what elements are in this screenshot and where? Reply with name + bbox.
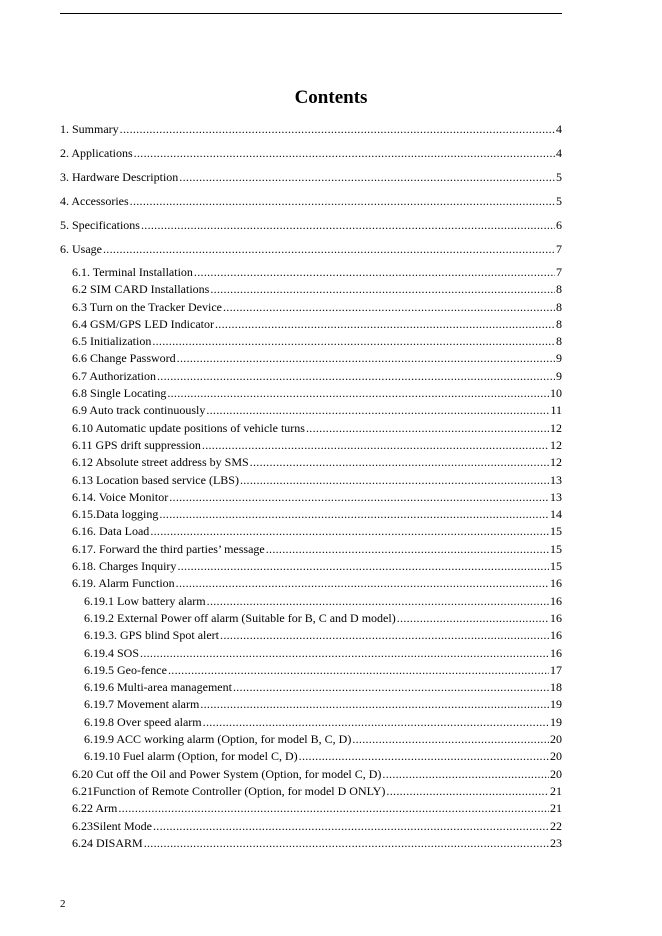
toc-entry-page-number: 15	[550, 541, 562, 556]
toc-entry-page-number: 8	[556, 316, 562, 331]
toc-entry[interactable]	[60, 489, 562, 506]
toc-entry-label: 1. Summary	[60, 122, 119, 136]
toc-entry-label: 2. Applications	[60, 146, 133, 160]
toc-entry-page-number: 5	[556, 194, 562, 208]
toc-entry[interactable]	[60, 506, 562, 523]
toc-entry[interactable]	[60, 818, 562, 835]
toc-dot-leader	[152, 333, 555, 350]
toc-entry-page-number: 5	[556, 170, 562, 184]
toc-entry-label: 6.23Silent Mode	[72, 818, 152, 833]
toc-entry-label: 6.1. Terminal Installation	[72, 265, 193, 279]
toc-entry-page-number: 12	[550, 420, 562, 435]
toc-entry-page-number: 14	[550, 507, 562, 522]
toc-entry-page-number: 16	[550, 593, 562, 608]
toc-entry-page-number: 23	[550, 835, 562, 850]
toc-entry[interactable]	[60, 316, 562, 333]
toc-entry-page-number: 8	[556, 299, 562, 314]
toc-entry-label: 6.19.9 ACC working alarm (Option, for model B, C, D)	[84, 732, 352, 747]
toc-entry-label: 6.15.Data logging	[72, 507, 159, 522]
toc-entry[interactable]	[60, 168, 562, 192]
toc-entry[interactable]	[60, 216, 562, 240]
toc-entry-label: 6.18. Charges Inquiry	[72, 559, 177, 574]
toc-entry[interactable]	[60, 714, 562, 731]
toc-entry-page-number: 20	[550, 766, 562, 781]
page-number: 2	[60, 898, 66, 910]
toc-dot-leader	[177, 350, 555, 367]
toc-entry-page-number: 13	[550, 472, 562, 487]
toc-entry[interactable]	[60, 402, 562, 419]
toc-dot-leader	[168, 662, 549, 679]
toc-dot-leader	[352, 731, 549, 748]
toc-entry-label: 6.10 Automatic update positions of vehicle turns	[72, 420, 305, 435]
toc-dot-leader	[159, 506, 549, 523]
toc-dot-leader	[200, 696, 549, 713]
toc-dot-leader	[397, 610, 549, 627]
toc-entry-page-number: 6	[556, 218, 562, 232]
toc-entry[interactable]	[60, 627, 562, 644]
toc-entry-page-number: 12	[550, 437, 562, 452]
toc-entry-page-number: 18	[550, 680, 562, 695]
toc-entry[interactable]	[60, 645, 562, 662]
header-rule	[60, 13, 562, 14]
toc-entry[interactable]	[60, 454, 562, 471]
toc-entry-page-number: 8	[556, 282, 562, 297]
toc-entry-label: 6.8 Single Locating	[72, 386, 167, 401]
toc-entry[interactable]	[60, 299, 562, 316]
toc-entry-page-number: 7	[556, 265, 562, 279]
toc-entry-page-number: 16	[550, 610, 562, 625]
toc-entry-page-number: 9	[556, 351, 562, 366]
toc-entry-page-number: 20	[550, 749, 562, 764]
toc-entry-label: 3. Hardware Description	[60, 170, 179, 184]
toc-entry[interactable]	[60, 240, 562, 264]
toc-entry-label: 6.20 Cut off the Oil and Power System (Option, for model C, D)	[72, 766, 382, 781]
toc-dot-leader	[157, 368, 555, 385]
toc-entry[interactable]	[60, 748, 562, 765]
toc-entry-page-number: 21	[550, 783, 562, 798]
toc-entry[interactable]	[60, 472, 562, 489]
toc-dot-leader	[118, 800, 549, 817]
toc-entry-label: 6.19.7 Movement alarm	[84, 697, 200, 712]
toc-entry[interactable]	[60, 696, 562, 713]
toc-entry[interactable]	[60, 575, 562, 592]
toc-entry[interactable]	[60, 593, 562, 610]
toc-entry-page-number: 12	[550, 455, 562, 470]
toc-entry-page-number: 7	[556, 242, 562, 256]
toc-entry-label: 6.19.4 SOS	[84, 645, 140, 660]
toc-entry-label: 6.24 DISARM	[72, 835, 143, 850]
toc-dot-leader	[103, 240, 555, 259]
toc-entry[interactable]	[60, 420, 562, 437]
toc-dot-leader	[194, 264, 555, 281]
toc-entry[interactable]	[60, 541, 562, 558]
toc-dot-leader	[167, 385, 549, 402]
toc-entry[interactable]	[60, 783, 562, 800]
toc-entry-label: 4. Accessories	[60, 194, 129, 208]
toc-entry-page-number: 11	[550, 403, 562, 418]
page-title: Contents	[294, 87, 368, 108]
toc-entry-page-number: 10	[550, 386, 562, 401]
toc-entry-page-number: 8	[556, 334, 562, 349]
toc-dot-leader	[177, 558, 549, 575]
toc-dot-leader	[134, 144, 555, 163]
toc-dot-leader	[233, 679, 549, 696]
toc-entry-label: 6.12 Absolute street address by SMS	[72, 455, 249, 470]
toc-entry[interactable]	[60, 264, 562, 281]
toc-entry-page-number: 15	[550, 524, 562, 539]
toc-entry[interactable]	[60, 731, 562, 748]
toc-dot-leader	[120, 120, 555, 139]
toc-entry-label: 6.4 GSM/GPS LED Indicator	[72, 316, 214, 331]
toc-entry-label: 6.19.10 Fuel alarm (Option, for model C, D)	[84, 749, 298, 764]
toc-entry-page-number: 15	[550, 559, 562, 574]
toc-entry[interactable]	[60, 662, 562, 679]
toc-dot-leader	[169, 489, 549, 506]
toc-dot-leader	[220, 627, 549, 644]
toc-entry-label: 6.14. Voice Monitor	[72, 489, 169, 504]
toc-entry[interactable]	[60, 610, 562, 627]
toc-entry[interactable]	[60, 281, 562, 298]
toc-dot-leader	[299, 748, 549, 765]
toc-entry-page-number: 19	[550, 714, 562, 729]
toc-entry[interactable]	[60, 192, 562, 216]
toc-entry-label: 6.21Function of Remote Controller (Option, for model D ONLY)	[72, 783, 386, 798]
toc-entry-label: 6. Usage	[60, 242, 102, 256]
toc-entry-label: 6.3 Turn on the Tracker Device	[72, 299, 222, 314]
toc-entry[interactable]	[60, 766, 562, 783]
toc-entry-page-number: 17	[550, 662, 562, 677]
toc-dot-leader	[223, 299, 555, 316]
toc-dot-leader	[176, 575, 549, 592]
toc-entry[interactable]	[60, 800, 562, 817]
toc-entry[interactable]	[60, 385, 562, 402]
toc-entry-page-number: 20	[550, 732, 562, 747]
toc-entry-page-number: 16	[550, 645, 562, 660]
toc-entry-label: 6.19. Alarm Function	[72, 576, 175, 591]
toc-dot-leader	[206, 402, 549, 419]
toc-entry-label: 6.22 Arm	[72, 801, 118, 816]
toc-dot-leader	[144, 835, 549, 852]
toc-entry-label: 6.9 Auto track continuously	[72, 403, 206, 418]
toc-entry-label: 6.19.3. GPS blind Spot alert	[84, 628, 220, 643]
toc-entry-label: 6.7 Authorization	[72, 368, 156, 383]
toc-entry-page-number: 4	[556, 122, 562, 136]
toc-entry-page-number: 4	[556, 146, 562, 160]
toc-entry-label: 6.13 Location based service (LBS)	[72, 472, 239, 487]
toc-entry-label: 6.19.6 Multi-area management	[84, 680, 232, 695]
table-of-contents	[60, 120, 562, 852]
toc-entry-label: 6.5 Initialization	[72, 334, 152, 349]
toc-entry[interactable]	[60, 835, 562, 852]
toc-entry[interactable]	[60, 679, 562, 696]
toc-entry-page-number: 21	[550, 801, 562, 816]
toc-dot-leader	[150, 523, 549, 540]
toc-entry[interactable]	[60, 120, 562, 144]
toc-entry-label: 6.19.2 External Power off alarm (Suitable for B, C and D model)	[84, 610, 396, 625]
toc-dot-leader	[141, 216, 555, 235]
toc-dot-leader	[130, 192, 555, 211]
toc-dot-leader	[250, 454, 549, 471]
toc-dot-leader	[266, 541, 549, 558]
toc-entry-page-number: 9	[556, 368, 562, 383]
toc-entry[interactable]	[60, 558, 562, 575]
toc-entry-page-number: 16	[550, 628, 562, 643]
toc-dot-leader	[202, 437, 549, 454]
toc-entry-label: 5. Specifications	[60, 218, 140, 232]
toc-entry[interactable]	[60, 333, 562, 350]
toc-dot-leader	[140, 645, 549, 662]
toc-entry-label: 6.2 SIM CARD Installations	[72, 282, 210, 297]
toc-entry-label: 6.6 Change Password	[72, 351, 176, 366]
toc-entry[interactable]	[60, 368, 562, 385]
toc-dot-leader	[179, 168, 555, 187]
toc-entry-page-number: 19	[550, 697, 562, 712]
toc-entry-page-number: 22	[550, 818, 562, 833]
toc-entry[interactable]	[60, 437, 562, 454]
toc-entry-label: 6.19.1 Low battery alarm	[84, 593, 206, 608]
toc-entry-label: 6.17. Forward the third parties’ message	[72, 541, 265, 556]
toc-entry-label: 6.16. Data Load	[72, 524, 150, 539]
toc-entry-label: 6.11 GPS drift suppression	[72, 437, 201, 452]
toc-dot-leader	[207, 593, 549, 610]
toc-dot-leader	[215, 316, 555, 333]
toc-entry-label: 6.19.8 Over speed alarm	[84, 714, 202, 729]
toc-dot-leader	[210, 281, 555, 298]
toc-entry-page-number: 16	[550, 576, 562, 591]
toc-dot-leader	[240, 472, 549, 489]
toc-dot-leader	[153, 818, 549, 835]
toc-entry-label: 6.19.5 Geo-fence	[84, 662, 167, 677]
toc-dot-leader	[382, 766, 549, 783]
toc-dot-leader	[306, 420, 549, 437]
toc-dot-leader	[386, 783, 549, 800]
toc-entry-page-number: 13	[550, 489, 562, 504]
toc-entry[interactable]	[60, 523, 562, 540]
toc-entry[interactable]	[60, 144, 562, 168]
toc-entry[interactable]	[60, 350, 562, 367]
toc-dot-leader	[203, 714, 549, 731]
